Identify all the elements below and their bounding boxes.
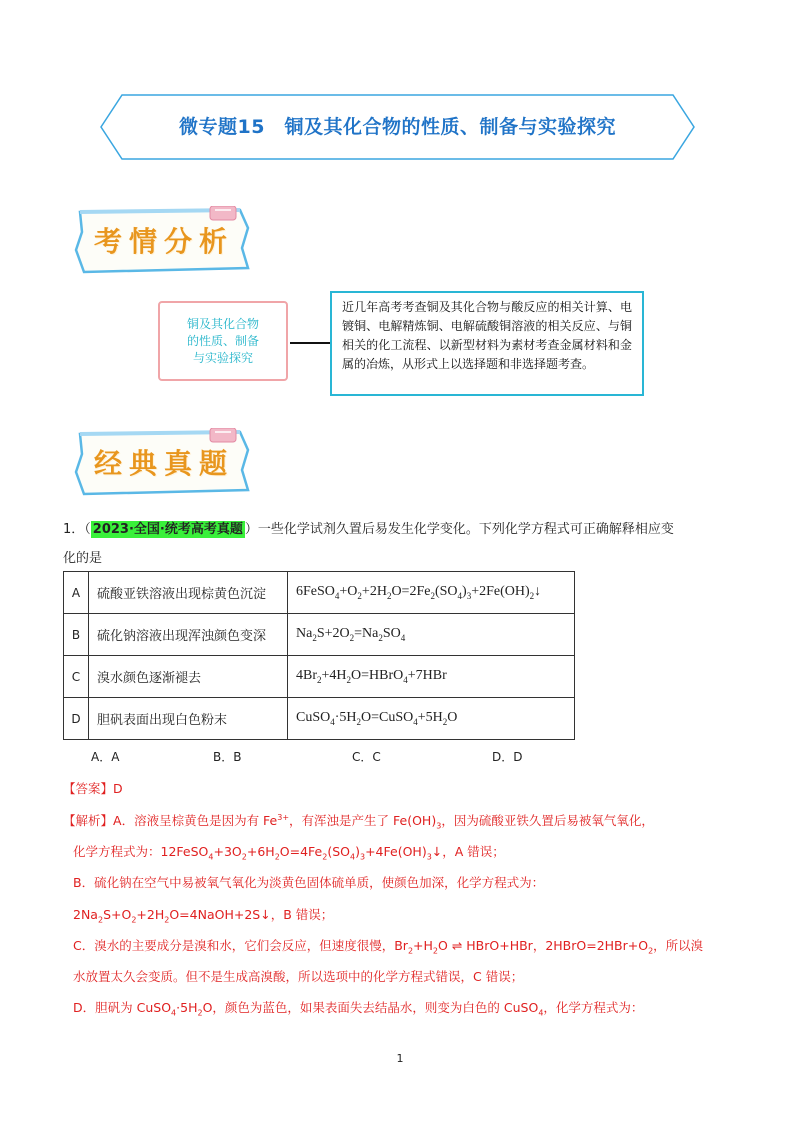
question-number: 1． [63, 522, 85, 537]
topic-line-3: 与实验探究 [192, 350, 253, 365]
question-stem-part1: 一些化学试剂久置后易发生化学变化。下列化学方程式可正确解释相应变 [257, 522, 674, 537]
topic-line-1: 铜及其化合物 [186, 316, 259, 331]
choice-d: D．D [492, 750, 523, 764]
table-row [64, 656, 575, 698]
row-letter: D [64, 698, 89, 740]
topic-line-2: 的性质、制备 [186, 333, 259, 348]
row-letter: C [64, 656, 89, 698]
table-row [64, 698, 575, 740]
options-table [63, 571, 575, 740]
page-number: 1 [396, 1052, 404, 1065]
page-title: 微专题15 铜及其化合物的性质、制备与实验探究 [179, 116, 616, 138]
row-description: 硫化钠溶液出现浑浊颜色变深 [89, 614, 288, 656]
title-banner [100, 94, 695, 160]
analysis-label: 【解析】 [63, 813, 114, 828]
question-source-tag: 2023·全国·统考高考真题 [92, 522, 243, 537]
table-row [64, 572, 575, 614]
analysis-box: 近几年高考考查铜及其化合物与酸反应的相关计算、电镀铜、电解精炼铜、电解硫酸铜溶液的相关反应、与铜相关的化工流程、以新型材料为素材考查金属材料和金属的冶炼，从形式上以选择题和非选择题考查。 [330, 291, 644, 396]
row-equation: $6FeSO_4+O_2+2H_2O=2Fe_2(SO_4)_3+2Fe(OH)_2↓$ [288, 572, 575, 614]
section-badge-classic [72, 428, 254, 498]
row-description: 溴水颜色逐渐褪去 [89, 656, 288, 698]
row-description: 硫酸亚铁溶液出现棕黄色沉淀 [89, 572, 288, 614]
row-equation: $4Br_2+4H_2O=HBrO_4+7HBr$ [288, 656, 575, 698]
analysis-line-c1: C．溴水的主要成分是溴和水，它们会反应，但速度很慢，$Br_2+H_2O$ ⇌ HBrO+HBr，$2HBrO=2HBr+O_2$，所以溴 [73, 938, 704, 956]
analysis-line-b2: $2Na_2S+O_2+2H_2O=4NaOH+2S↓$，B 错误； [73, 907, 334, 925]
topic-box [158, 301, 288, 381]
section-title-classic: 经典真题 [94, 447, 235, 480]
choice-c: C．C [352, 750, 381, 764]
analysis-line-c2: 水放置太久会变质。但不是生成高溴酸，所以选项中的化学方程式错误，C 错误； [73, 969, 524, 984]
section-title-analysis: 考情分析 [94, 225, 235, 258]
row-equation: $CuSO_4\cdot 5H_2O=CuSO_4+5H_2O$ [288, 698, 575, 740]
table-row [64, 614, 575, 656]
analysis-line-a2: 化学方程式为：$12FeSO_4+3O_2+6H_2O=4Fe_2(SO_4)_3+4Fe(OH)_3↓$，A 错误； [73, 844, 505, 862]
question-stem: 1．（ 2023·全国·统考高考真题 ）一些化学试剂久置后易发生化学变化。下列化学方程式可正确解释相应变 [63, 522, 674, 537]
row-letter: B [64, 614, 89, 656]
choice-b: B．B [213, 750, 242, 764]
analysis-line-b1: B．硫化钠在空气中易被氧气氧化为淡黄色固体硫单质，使颜色加深，化学方程式为： [73, 875, 545, 890]
section-badge-analysis [72, 206, 254, 276]
row-letter: A [64, 572, 89, 614]
row-equation: $Na_2S+2O_2=Na_2SO_4$ [288, 614, 575, 656]
analysis-line-a1: 【解析】A．溶液呈棕黄色是因为有 $Fe^{3+}$，有浑浊是产生了 $Fe(OH)_3$，因为硫酸亚铁久置后易被氧气氧化， [63, 812, 654, 831]
analysis-line-d1: D．胆矾为 $CuSO_4\cdot 5H_2O$，颜色为蓝色，如果表面失去结晶水，则变为白色的 CuSO$_4$，化学方程式为： [73, 1000, 644, 1018]
connector-line [290, 342, 330, 344]
answer-label: 【答案】D [63, 781, 123, 796]
question-stem-line2: 化的是 [63, 551, 103, 566]
row-description: 胆矾表面出现白色粉末 [89, 698, 288, 740]
choice-a: A．A [91, 750, 120, 764]
